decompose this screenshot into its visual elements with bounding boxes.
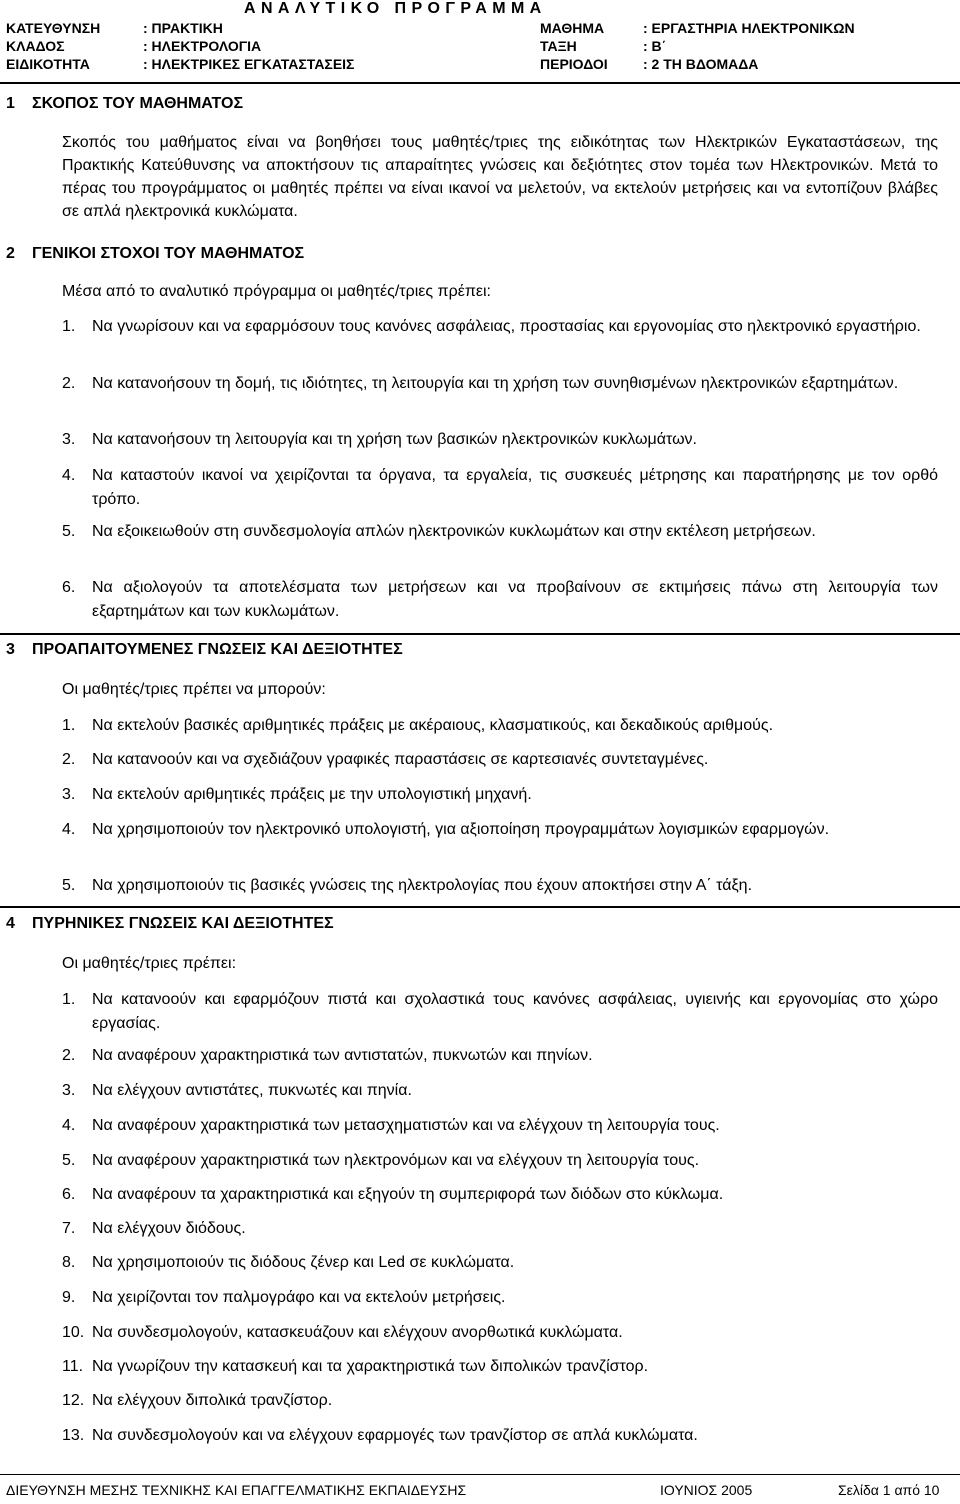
- list-item-text: Να καταστούν ικανοί να χειρίζονται τα όργανα, τα εργαλεία, τις συσκευές μέτρησης και παρατήρησης με τον ορθό τρόπο.: [92, 467, 938, 508]
- list-item-text: Να χρησιμοποιούν τον ηλεκτρονικό υπολογιστή, για αξιοποίηση προγραμμάτων λογισμικών εφαρμογών.: [92, 821, 830, 838]
- list-item: 3. Να κατανοήσουν τη λειτουργία και τη χρήση των βασικών ηλεκτρονικών κυκλωμάτων.: [62, 428, 938, 452]
- list-item: 4. Να χρησιμοποιούν τον ηλεκτρονικό υπολογιστή, για αξιοποίηση προγραμμάτων λογισμικών εφαρμογών.: [62, 818, 938, 842]
- header-divider: [0, 82, 960, 84]
- section-intro: Οι μαθητές/τριες πρέπει:: [62, 955, 237, 972]
- list-item-text: Να χρησιμοποιούν τις διόδους ζένερ και Led σε κυκλώματα.: [92, 1254, 515, 1271]
- list-item-text: Να αναφέρουν χαρακτηριστικά των ηλεκτρονόμων και να ελέγχουν τη λειτουργία τους.: [92, 1152, 700, 1169]
- header-right-value-2: : Β΄: [643, 38, 667, 54]
- section-intro: Οι μαθητές/τριες πρέπει να μπορούν:: [62, 681, 326, 698]
- list-item: 4. Να καταστούν ικανοί να χειρίζονται τα όργανα, τα εργαλεία, τις συσκευές μέτρησης και παρατήρησης με τον ορθό τρόπο.: [62, 464, 938, 512]
- section-intro: Μέσα από το αναλυτικό πρόγραμμα οι μαθητές/τριες πρέπει:: [62, 283, 491, 300]
- header-right-label-2: ΤΑΞΗ: [540, 38, 577, 54]
- list-item: 6. Να αναφέρουν τα χαρακτηριστικά και εξηγούν τη συμπεριφορά των διόδων στο κύκλωμα.: [62, 1183, 938, 1207]
- list-item-text: Να συνδεσμολογούν και να ελέγχουν εφαρμογές των τρανζίστορ σε απλά κυκλώματα.: [92, 1427, 698, 1444]
- section-divider: [0, 906, 960, 908]
- section-number: 3: [6, 641, 15, 658]
- header-left-row-3: ΕΙΔΙΚΟΤΗΤΑ: [6, 56, 90, 72]
- list-item-text: Να κατανοούν και εφαρμόζουν πιστά και σχολαστικά τους κανόνες ασφάλειας, υγιεινής και εργονομίας στο χώρο εργασίας.: [92, 991, 938, 1032]
- list-item: 3. Να ελέγχουν αντιστάτες, πυκνωτές και πηνία.: [62, 1079, 938, 1103]
- list-item: 3. Να εκτελούν αριθμητικές πράξεις με την υπολογιστική μηχανή.: [62, 783, 938, 807]
- list-item: 13. Να συνδεσμολογούν και να ελέγχουν εφαρμογές των τρανζίστορ σε απλά κυκλώματα.: [62, 1424, 938, 1448]
- list-item-text: Να ελέγχουν αντιστάτες, πυκνωτές και πηνία.: [92, 1082, 412, 1099]
- list-item-text: Να συνδεσμολογούν, κατασκευάζουν και ελέγχουν ανορθωτικά κυκλώματα.: [92, 1324, 623, 1341]
- section-title: ΠΡΟΑΠΑΙΤΟΥΜΕΝΕΣ ΓΝΩΣΕΙΣ ΚΑΙ ΔΕΞΙΟΤΗΤΕΣ: [32, 641, 403, 658]
- section-number: 2: [6, 245, 15, 262]
- list-item: 8. Να χρησιμοποιούν τις διόδους ζένερ και Led σε κυκλώματα.: [62, 1251, 938, 1275]
- list-item: 5. Να αναφέρουν χαρακτηριστικά των ηλεκτρονόμων και να ελέγχουν τη λειτουργία τους.: [62, 1149, 938, 1173]
- list-item: 2. Να κατανοήσουν τη δομή, τις ιδιότητες, τη λειτουργία και τη χρήση των συνηθισμένων ηλεκτρονικών εξαρτημάτων.: [62, 372, 938, 396]
- list-item-text: Να ελέγχουν διόδους.: [92, 1220, 246, 1237]
- program-banner: ΑΝΑΛΥΤΙΚΟ ΠΡΟΓΡΑΜΜΑ: [244, 0, 547, 17]
- list-item-text: Να κατανοούν και να σχεδιάζουν γραφικές παραστάσεις σε καρτεσιανές συντεταγμένες.: [92, 751, 709, 768]
- list-item-text: Να αναφέρουν χαρακτηριστικά των αντιστατών, πυκνωτών και πηνίων.: [92, 1047, 593, 1064]
- list-item: 4. Να αναφέρουν χαρακτηριστικά των μετασχηματιστών και να ελέγχουν τη λειτουργία τους.: [62, 1114, 938, 1138]
- header-right-value-3: : 2 ΤΗ ΒΔΟΜΑΔΑ: [643, 56, 759, 72]
- section-divider: [0, 633, 960, 635]
- list-item-text: Να εκτελούν αριθμητικές πράξεις με την υπολογιστική μηχανή.: [92, 786, 532, 803]
- section-title: ΣΚΟΠΟΣ ΤΟΥ ΜΑΘΗΜΑΤΟΣ: [32, 95, 244, 112]
- list-item: 5. Να χρησιμοποιούν τις βασικές γνώσεις της ηλεκτρολογίας που έχουν αποκτήσει στην Α΄ τάξη.: [62, 874, 938, 898]
- header-right-label-1: ΜΑΘΗΜΑ: [540, 20, 605, 36]
- section-paragraph: Σκοπός του μαθήματος είναι να βοηθήσει τους μαθητές/τριες της ειδικότητας των Ηλεκτρικών Εγκαταστάσεων, της Πρακτικής Κατεύθυνσης να αποκτήσουν τις απαραίτητες γνώσεις και δεξιότητες στον τομέα των Ηλεκτρονικών. Μετά το πέρας του προγράμματος οι μαθητές πρέπει να είναι ικανοί να μελετούν, να εκτελούν μετρήσεις και να εντοπίζουν βλάβες σε απλά ηλεκτρονικά κυκλώματα.: [62, 134, 938, 220]
- list-item-text: Να αναφέρουν χαρακτηριστικά των μετασχηματιστών και να ελέγχουν τη λειτουργία τους.: [92, 1117, 720, 1134]
- list-item-text: Να ελέγχουν διπολικά τρανζίστορ.: [92, 1392, 333, 1409]
- list-item-text: Να χρησιμοποιούν τις βασικές γνώσεις της ηλεκτρολογίας που έχουν αποκτήσει στην Α΄ τάξη.: [92, 877, 753, 894]
- list-item-text: Να κατανοήσουν τη λειτουργία και τη χρήση των βασικών ηλεκτρονικών κυκλωμάτων.: [92, 431, 697, 448]
- header-label: ΚΑΤΕΥΘΥΝΣΗ: [6, 20, 101, 36]
- footer-divider: [0, 1474, 960, 1475]
- header-left-row-2: ΚΛΑΔΟΣ: [6, 38, 65, 54]
- header-left-value-2: : ΗΛΕΚΤΡΟΛΟΓΙΑ: [143, 38, 262, 54]
- header-left-value-3: : ΗΛΕΚΤΡΙΚΕΣ ΕΓΚΑΤΑΣΤΑΣΕΙΣ: [143, 56, 355, 72]
- list-item: 5. Να εξοικειωθούν στη συνδεσμολογία απλών ηλεκτρονικών κυκλωμάτων και στην εκτέλεση μετρήσεων.: [62, 520, 938, 544]
- footer-organization: ΔΙΕΥΘΥΝΣΗ ΜΕΣΗΣ ΤΕΧΝΙΚΗΣ ΚΑΙ ΕΠΑΓΓΕΛΜΑΤΙΚΗΣ ΕΚΠΑΙΔΕΥΣΗΣ: [6, 1482, 467, 1498]
- section-number: 4: [6, 915, 15, 932]
- list-item: 1. Να γνωρίσουν και να εφαρμόσουν τους κανόνες ασφάλειας, προστασίας και εργονομίας στο ηλεκτρονικό εργαστήριο.: [62, 315, 938, 339]
- section-title: ΠΥΡΗΝΙΚΕΣ ΓΝΩΣΕΙΣ ΚΑΙ ΔΕΞΙΟΤΗΤΕΣ: [32, 915, 334, 932]
- header-left-row-1: [6, 20, 100, 37]
- list-item-text: Να αναφέρουν τα χαρακτηριστικά και εξηγούν τη συμπεριφορά των διόδων στο κύκλωμα.: [92, 1186, 724, 1203]
- list-item: 2. Να κατανοούν και να σχεδιάζουν γραφικές παραστάσεις σε καρτεσιανές συντεταγμένες.: [62, 748, 938, 772]
- list-item-text: Να κατανοήσουν τη δομή, τις ιδιότητες, τη λειτουργία και τη χρήση των συνηθισμένων ηλεκτρονικών εξαρτημάτων.: [92, 375, 899, 392]
- header-right-value-1: : ΕΡΓΑΣΤΗΡΙΑ ΗΛΕΚΤΡΟΝΙΚΩΝ: [643, 20, 855, 36]
- list-item-text: Να αξιολογούν τα αποτελέσματα των μετρήσεων και να προβαίνουν σε εκτιμήσεις πάνω στη λειτουργία των εξαρτημάτων και των κυκλωμάτων.: [92, 579, 938, 620]
- list-item: 11. Να γνωρίζουν την κατασκευή και τα χαρακτηριστικά των διπολικών τρανζίστορ.: [62, 1355, 938, 1379]
- footer-date: ΙΟΥΝΙΟΣ 2005: [660, 1482, 753, 1498]
- list-item: 1. Να εκτελούν βασικές αριθμητικές πράξεις με ακέραιους, κλασματικούς, και δεκαδικούς αριθμούς.: [62, 714, 938, 738]
- list-item-text: Να χειρίζονται τον παλμογράφο και να εκτελούν μετρήσεις.: [92, 1289, 506, 1306]
- list-item: 12. Να ελέγχουν διπολικά τρανζίστορ.: [62, 1389, 938, 1413]
- header-right-label-3: ΠΕΡΙΟΔΟΙ: [540, 56, 608, 72]
- list-item: 7. Να ελέγχουν διόδους.: [62, 1217, 938, 1241]
- list-item: 1. Να κατανοούν και εφαρμόζουν πιστά και σχολαστικά τους κανόνες ασφάλειας, υγιεινής και εργονομίας στο χώρο εργασίας.: [62, 988, 938, 1036]
- list-item: 6. Να αξιολογούν τα αποτελέσματα των μετρήσεων και να προβαίνουν σε εκτιμήσεις πάνω στη λειτουργία των εξαρτημάτων και των κυκλωμάτων.: [62, 576, 938, 624]
- list-item-text: Να εκτελούν βασικές αριθμητικές πράξεις με ακέραιους, κλασματικούς, και δεκαδικούς αριθμούς.: [92, 717, 774, 734]
- list-item: 9. Να χειρίζονται τον παλμογράφο και να εκτελούν μετρήσεις.: [62, 1286, 938, 1310]
- list-item-text: Να γνωρίσουν και να εφαρμόσουν τους κανόνες ασφάλειας, προστασίας και εργονομίας στο ηλεκτρονικό εργαστήριο.: [92, 318, 921, 335]
- section-number: 1: [6, 95, 15, 112]
- list-item-text: Να εξοικειωθούν στη συνδεσμολογία απλών ηλεκτρονικών κυκλωμάτων και στην εκτέλεση μετρήσεων.: [92, 523, 816, 540]
- footer-page-number: Σελίδα 1 από 10: [838, 1482, 940, 1498]
- list-item: 10. Να συνδεσμολογούν, κατασκευάζουν και ελέγχουν ανορθωτικά κυκλώματα.: [62, 1321, 938, 1345]
- header-left-value-1: : ΠΡΑΚΤΙΚΗ: [143, 20, 223, 36]
- list-item: 2. Να αναφέρουν χαρακτηριστικά των αντιστατών, πυκνωτών και πηνίων.: [62, 1044, 938, 1068]
- list-item-text: Να γνωρίζουν την κατασκευή και τα χαρακτηριστικά των διπολικών τρανζίστορ.: [92, 1358, 649, 1375]
- section-title: ΓΕΝΙΚΟΙ ΣΤΟΧΟΙ ΤΟΥ ΜΑΘΗΜΑΤΟΣ: [32, 245, 305, 262]
